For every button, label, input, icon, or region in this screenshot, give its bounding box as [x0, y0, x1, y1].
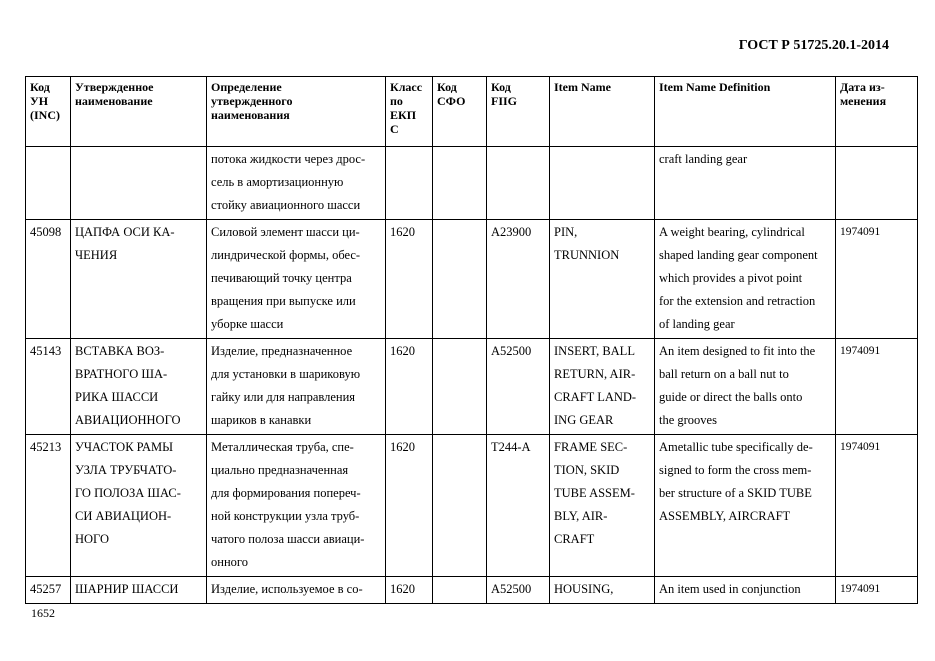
col-approved-name-header — [71, 77, 207, 147]
header-line: С — [390, 122, 399, 136]
cell-line: ЧЕНИЯ — [75, 248, 118, 262]
cell-line: ball return on a ball nut to — [659, 367, 789, 381]
cell-line: АВИАЦИОННОГО — [75, 413, 181, 427]
fiig-cell: A52500 — [487, 339, 550, 435]
table-header-row — [26, 77, 918, 147]
table-row — [26, 435, 918, 577]
cell-line: НОГО — [75, 532, 109, 546]
header-line: Класс — [390, 80, 423, 94]
table-row — [26, 339, 918, 435]
cell-line: для формирования попереч- — [211, 486, 361, 500]
header-line: FIIG — [491, 94, 518, 108]
cell-line: ЦАПФА ОСИ КА- — [75, 225, 175, 239]
approved-name-cell — [71, 220, 207, 339]
cell-line: Изделие, предназначенное — [211, 344, 353, 358]
col-fiig-header — [487, 77, 550, 147]
header-line: Определение — [211, 80, 282, 94]
fiig-cell — [487, 147, 550, 220]
cell-line: печивающий точку центра — [211, 271, 352, 285]
cell-line: BLY, AIR- — [554, 509, 608, 523]
cell-line: ber structure of a SKID TUBE — [659, 486, 812, 500]
approved-name-cell — [71, 339, 207, 435]
class-cell: 1620 — [386, 577, 433, 604]
cell-line: ной конструкции узла труб- — [211, 509, 360, 523]
change-date-cell: 1974091 — [836, 220, 918, 339]
cell-line: signed to form the cross mem- — [659, 463, 812, 477]
item-definition-cell — [655, 339, 836, 435]
cell-line: TION, SKID — [554, 463, 620, 477]
header-line: Утвержденное — [75, 80, 154, 94]
header-line: (INC) — [30, 108, 60, 122]
cell-line: for the extension and retraction — [659, 294, 816, 308]
cell-line: ГО ПОЛОЗА ШАС- — [75, 486, 181, 500]
table-row — [26, 577, 918, 604]
item-definition-cell — [655, 435, 836, 577]
header-line: УН — [30, 94, 49, 108]
cell-line: вращения при выпуске или — [211, 294, 356, 308]
cell-line: Ametallic tube specifically de- — [659, 440, 813, 454]
change-date-cell: 1974091 — [836, 435, 918, 577]
col-change-date-header — [836, 77, 918, 147]
cell-line: ВРАТНОГО ША- — [75, 367, 168, 381]
header-line: Дата из- — [840, 80, 885, 94]
cell-line: ING GEAR — [554, 413, 614, 427]
cell-line: PIN, — [554, 225, 578, 239]
cell-line: шариков в канавки — [211, 413, 312, 427]
sfo-cell — [433, 577, 487, 604]
cell-line: ВСТАВКА ВОЗ- — [75, 344, 165, 358]
change-date-cell — [836, 147, 918, 220]
cell-line: СИ АВИАЦИОН- — [75, 509, 172, 523]
sfo-cell — [433, 147, 487, 220]
header-line: наименование — [75, 94, 153, 108]
cell-line: Изделие, используемое в со- — [211, 582, 363, 596]
cell-line: TUBE ASSEM- — [554, 486, 635, 500]
cell-line: RETURN, AIR- — [554, 367, 636, 381]
cell-line: CRAFT — [554, 532, 595, 546]
cell-line: стойку авиационного шасси — [211, 198, 361, 212]
definition-cell — [207, 220, 386, 339]
cell-line: HOUSING, — [554, 582, 614, 596]
item-definition-cell — [655, 577, 836, 604]
page-number: 1652 — [31, 606, 55, 620]
cell-line: An item designed to fit into the — [659, 344, 816, 358]
cell-line: онного — [211, 555, 248, 569]
inc-cell: 45143 — [26, 339, 71, 435]
fiig-cell: T244-A — [487, 435, 550, 577]
header-line: Item Name Definition — [659, 80, 771, 94]
cell-line: циально предназначенная — [211, 463, 349, 477]
inc-table — [25, 76, 918, 604]
item-definition-cell — [655, 220, 836, 339]
cell-line: craft landing gear — [659, 152, 748, 166]
sfo-cell — [433, 435, 487, 577]
cell-line: Металлическая труба, спе- — [211, 440, 354, 454]
sfo-cell — [433, 339, 487, 435]
document-title: ГОСТ Р 51725.20.1-2014 — [738, 38, 889, 53]
approved-name-cell — [71, 435, 207, 577]
approved-name-cell — [71, 147, 207, 220]
inc-cell: 45257 — [26, 577, 71, 604]
cell-line: which provides a pivot point — [659, 271, 803, 285]
col-class-header — [386, 77, 433, 147]
col-sfo-header — [433, 77, 487, 147]
item-name-cell — [550, 220, 655, 339]
definition-cell — [207, 577, 386, 604]
header-line: Код — [491, 80, 511, 94]
header-line: Код — [30, 80, 50, 94]
header-line: Код — [437, 80, 457, 94]
cell-line: гайку или для направления — [211, 390, 356, 404]
cell-line: the grooves — [659, 413, 717, 427]
cell-line: ASSEMBLY, AIRCRAFT — [659, 509, 791, 523]
cell-line: УЧАСТОК РАМЫ — [75, 440, 174, 454]
cell-line: INSERT, BALL — [554, 344, 635, 358]
cell-line: уборке шасси — [211, 317, 284, 331]
col-item-definition-header — [655, 77, 836, 147]
inc-cell: 45098 — [26, 220, 71, 339]
cell-line: shaped landing gear component — [659, 248, 818, 262]
table-row — [26, 147, 918, 220]
cell-line: An item used in conjunction — [659, 582, 801, 596]
header-line: СФО — [437, 94, 466, 108]
header-line: наименования — [211, 108, 290, 122]
col-inc-header — [26, 77, 71, 147]
cell-line: линдрической формы, обес- — [211, 248, 361, 262]
table-row — [26, 220, 918, 339]
cell-line: guide or direct the balls onto — [659, 390, 803, 404]
cell-line: Силовой элемент шасси ци- — [211, 225, 360, 239]
definition-cell — [207, 435, 386, 577]
inc-cell — [26, 147, 71, 220]
item-definition-cell — [655, 147, 836, 220]
inc-cell: 45213 — [26, 435, 71, 577]
approved-name-cell — [71, 577, 207, 604]
cell-line: РИКА ШАССИ — [75, 390, 159, 404]
class-cell: 1620 — [386, 435, 433, 577]
col-definition-header — [207, 77, 386, 147]
cell-line: ШАРНИР ШАССИ — [75, 582, 179, 596]
class-cell — [386, 147, 433, 220]
cell-line: A weight bearing, cylindrical — [659, 225, 805, 239]
definition-cell — [207, 339, 386, 435]
cell-line: сель в амортизационную — [211, 175, 344, 189]
item-name-cell — [550, 147, 655, 220]
cell-line: CRAFT LAND- — [554, 390, 637, 404]
sfo-cell — [433, 220, 487, 339]
header-line: менения — [840, 94, 887, 108]
change-date-cell: 1974091 — [836, 339, 918, 435]
change-date-cell: 1974091 — [836, 577, 918, 604]
cell-line: of landing gear — [659, 317, 735, 331]
header-line: ЕКП — [390, 108, 417, 122]
header-line: утвержденного — [211, 94, 293, 108]
header-line: Item Name — [554, 80, 611, 94]
cell-line: FRAME SEC- — [554, 440, 628, 454]
fiig-cell: A52500 — [487, 577, 550, 604]
cell-line: для установки в шариковую — [211, 367, 361, 381]
class-cell: 1620 — [386, 220, 433, 339]
item-name-cell — [550, 435, 655, 577]
cell-line: УЗЛА ТРУБЧАТО- — [75, 463, 177, 477]
header-line: по — [390, 94, 403, 108]
cell-line: TRUNNION — [554, 248, 620, 262]
item-name-cell — [550, 577, 655, 604]
fiig-cell: A23900 — [487, 220, 550, 339]
item-name-cell — [550, 339, 655, 435]
col-item-name-header — [550, 77, 655, 147]
class-cell: 1620 — [386, 339, 433, 435]
cell-line: чатого полоза шасси авиаци- — [211, 532, 365, 546]
cell-line: потока жидкости через дрос- — [211, 152, 366, 166]
definition-cell — [207, 147, 386, 220]
